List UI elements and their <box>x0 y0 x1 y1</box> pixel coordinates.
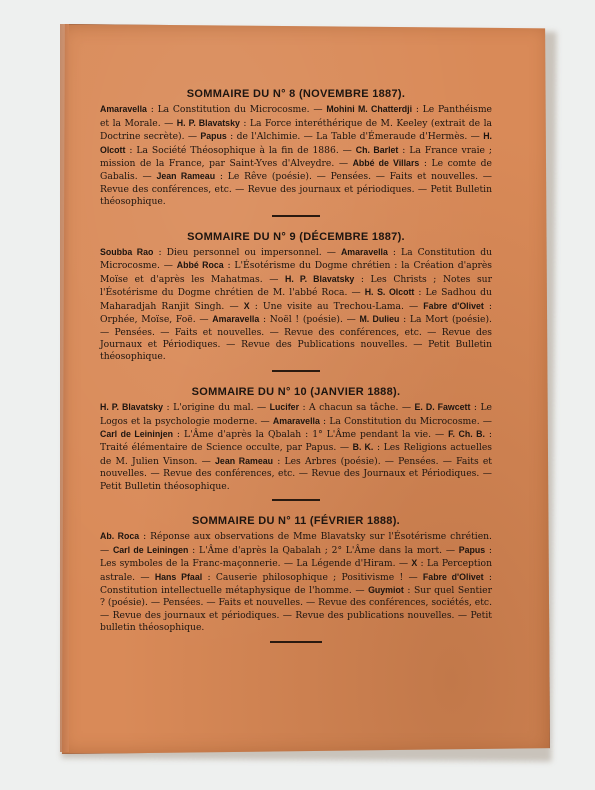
section-divider <box>272 215 320 217</box>
entry-title: : Dieu personnel ou impersonnel. — <box>153 247 341 259</box>
entry-title: : Le Panthéisme et la Morale. — <box>100 104 492 129</box>
entry-title: : L'Âme d'après la Qbalah : 1° L'Âme pendant la vie. — <box>172 428 449 440</box>
summary-body <box>100 530 492 634</box>
summary-section <box>100 88 492 217</box>
entry-title: : Orphée, Moïse, Foë. — <box>100 300 492 326</box>
entry-author: Jean Rameau <box>156 171 216 182</box>
entry-title: : Les Christs ; Notes sur l'Ésotérisme du Dogme chrétien de M. l'abbé Roca. — <box>100 273 492 299</box>
entry-title: : Le Sadhou du Maharadjah Ranjit Singh. — <box>100 287 492 312</box>
entry-author: Jean Rameau <box>215 455 274 466</box>
entry-title: : A chacun sa tâche. — <box>299 402 415 414</box>
entry-author: M. Dulieu <box>359 314 400 325</box>
entry-title: : Réponse aux observations de Mme Blavatsky sur l'Ésotérisme chrétien. — <box>100 531 492 556</box>
entry-author: Lucifer <box>269 402 300 413</box>
entry-author: Fabre d'Olivet <box>422 571 484 582</box>
entry-author: Soubba Rao <box>100 247 154 258</box>
entry-author: Amaravella <box>340 247 388 258</box>
entry-author: Papus <box>458 544 486 555</box>
section-divider <box>272 370 320 372</box>
entry-title: : L'Âme d'après la Qabalah ; 2° L'Âme dans la mort. — <box>188 544 459 556</box>
entry-author: H. P. Blavatsky <box>176 117 240 128</box>
entry-title: : Les symboles de la Franc-maçonnerie. — La Légende d'Hiram. — <box>100 544 492 570</box>
entry-author: Hans Pfaal <box>154 571 203 582</box>
entry-title: : La Force interéthérique de M. Keeley (extrait de la Doctrine secrète). — <box>100 117 492 143</box>
summary-body <box>100 103 492 208</box>
entry-author: Mohini M. Chatterdji <box>326 104 413 115</box>
cover-spine <box>60 24 69 752</box>
entry-title: : L'Ésotérisme du Dogme chrétien : la Création d'après Moïse et d'après les Mahatmas. — <box>100 260 493 285</box>
entry-author: H. P. Blavatsky <box>100 402 164 413</box>
entry-author: X <box>411 558 418 569</box>
section-divider <box>272 499 320 501</box>
entry-title: : Traité élémentaire de Science occulte, par Papus. — <box>100 428 492 454</box>
entry-title: : La Mort (poésie). — Pensées. — Faits et nouvelles. — Revue des conférences, etc. — Revue des Journaux et Périodiques. — Revue des Publications nouvelles. — Petit Bulletin théosophique. <box>100 314 492 363</box>
entry-title: : Les Religions actuelles de M. Julien Vinson. — <box>100 442 492 467</box>
entry-title: : Sur quel Sentier ? (poésie). — Pensées. — Faits et nouvelles. — Revue des conférences, sociétés, etc. — Revue des journaux et périodiques. — Revue des publications nouvelles. — Petit bulletin théosophique. <box>100 585 492 634</box>
summary-section <box>100 515 492 643</box>
entry-title: : Causerie philosophique ; Positivisme ! — <box>202 571 423 583</box>
section-divider <box>270 641 322 643</box>
entry-title: : La Perception astrale. — <box>100 558 492 583</box>
entry-author: B. K. <box>352 442 374 453</box>
entry-title: : Le Rêve (poésie). — Pensées. — Faits et nouvelles. — Revue des conférences, etc. — Revue des journaux et périodiques. — Petit Bulletin théosophique. <box>100 171 492 208</box>
contents-list <box>100 88 492 657</box>
entry-author: Abbé de Villars <box>352 158 420 169</box>
entry-author: X <box>243 300 250 311</box>
entry-title: : L'origine du mal. — <box>163 402 270 414</box>
summary-body <box>100 246 492 364</box>
entry-author: Abbé Roca <box>176 260 224 271</box>
entry-author: Guymiot <box>368 585 404 595</box>
entry-title: : Les Arbres (poésie). — Pensées. — Faits et nouvelles. — Revue des conférences, etc. — Revue des Journaux et Périodiques. — Petit Bulletin théosophique. <box>100 455 492 492</box>
entry-title: : de l'Alchimie. — La Table d'Émeraude d'Hermès. — <box>226 131 484 143</box>
entry-author: Papus <box>200 131 227 142</box>
entry-author: H. P. Blavatsky <box>285 273 355 284</box>
entry-author: Amaravella <box>100 104 147 115</box>
entry-author: Amaravella <box>272 415 320 426</box>
entry-title: : La Société Théosophique à la fin de 1886. — <box>125 144 356 156</box>
summary-body <box>100 401 492 493</box>
summary-heading: SOMMAIRE DU N° 11 (FÉVRIER 1888). <box>191 514 401 527</box>
summary-section <box>100 231 492 372</box>
summary-section <box>100 386 492 501</box>
entry-author: F. Ch. B. <box>448 428 485 439</box>
summary-heading: SOMMAIRE DU N° 9 (DÉCEMBRE 1887). <box>187 230 405 243</box>
summary-heading: SOMMAIRE DU N° 8 (NOVEMBRE 1887). <box>186 88 406 100</box>
entry-title: : La Constitution du Microcosme. — <box>146 104 327 116</box>
entry-title: : Le comte de Gabalis. — <box>100 158 492 183</box>
entry-title: : Le Logos et la psychologie moderne. — <box>100 402 492 427</box>
entry-author: H. Olcott <box>100 131 492 155</box>
entry-title: : Une visite au Trechou-Lama. — <box>249 300 424 312</box>
summary-heading: SOMMAIRE DU N° 10 (JANVIER 1888). <box>191 385 401 398</box>
entry-author: Ab. Roca <box>100 531 140 542</box>
entry-title: : Constitution intellectuelle métaphysique de l'homme. — <box>100 571 492 596</box>
entry-author: Carl de Leiningen <box>112 544 189 555</box>
entry-title: : Noël ! (poésie). — <box>259 314 360 326</box>
entry-author: Amaravella <box>212 314 260 325</box>
entry-title: : La Constitution du Microcosme. — <box>319 415 492 427</box>
entry-title: : La Constitution du Microcosme. — <box>100 247 492 272</box>
entry-title: : La France vraie ; mission de la France, par Saint-Yves d'Alveydre. — <box>100 144 492 170</box>
entry-author: Ch. Barlet <box>355 144 399 155</box>
entry-author: Fabre d'Olivet <box>423 300 484 311</box>
entry-author: Carl de Leininjen <box>100 428 173 439</box>
entry-author: H. S. Olcott <box>364 287 415 298</box>
entry-author: E. D. Fawcett <box>414 402 471 413</box>
